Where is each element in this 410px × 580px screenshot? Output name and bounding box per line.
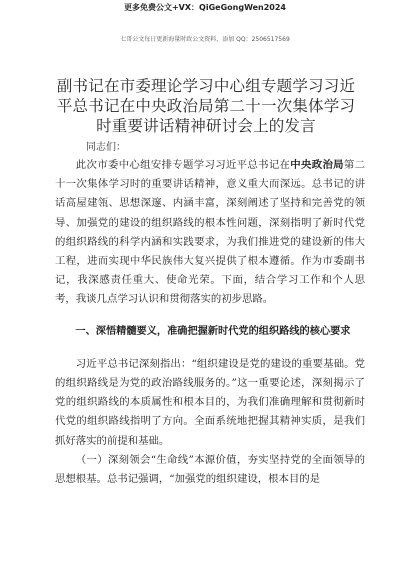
intro-text-b: 第二十一次集体学习时的重要讲话精神，意义重大而深远。总书记的讲话高屋建瓴、思想深邃、内涵丰富，深刻阐述了坚持和完善党的领导、加强党的建设的组织路线的根本性问题，深刻指明了新时代党的组织路线的科学内涵和实践要求，为我们推进党的建设新的伟大工程，进而实现中华民族伟大复兴提供了根本遵循。作为市委副书记，我深感责任重大、使命光荣。下面，结合学习工作和个人思考，我谈几点学习认识和贯彻落实的初步思路。: [55, 159, 366, 306]
salutation: 同志们：: [86, 142, 126, 153]
document-body: [55, 156, 365, 489]
section1-paragraph-1: 习近平总书记深刻指出：“组织建设是党的建设的重要基础。党的组织路线是为党的政治路线服务的。”这一重要论述，深刻揭示了党的组织路线的本质属性和根本目的，为我们准确理解和贯彻新时代党的组织路线指明了方向。全面系统地把握其精神实质，是我们抓好落实的前提和基础。: [55, 357, 365, 447]
watermark-text: 七哥公文每日更新海量时政公文资料，添加 QQ：2506517569: [120, 36, 290, 43]
promo-banner: 更多免费公文+VX：QiGeGongWen2024: [123, 3, 286, 12]
intro-text-a: 此次市委中心组安排专题学习习近平总书记在: [75, 159, 291, 171]
section-heading-1: 一、深悟精髓要义，准确把握新时代党的组织路线的核心要求: [75, 325, 351, 337]
document-title: 副书记在市委理论学习中心组专题学习习近平总书记在中央政治局第二十一次集体学习时重要讲话精神研讨会上的发言: [56, 77, 356, 135]
section1-paragraph-2: （一）深刻领会“生命线”本源价值，夯实坚持党的全面领导的思想根基。总书记强调，“加强党的组织建设，根本目的是: [55, 453, 365, 486]
intro-text-bold: 中央政治局: [290, 159, 344, 171]
intro-paragraph: [55, 156, 365, 310]
spacer: [55, 310, 365, 316]
